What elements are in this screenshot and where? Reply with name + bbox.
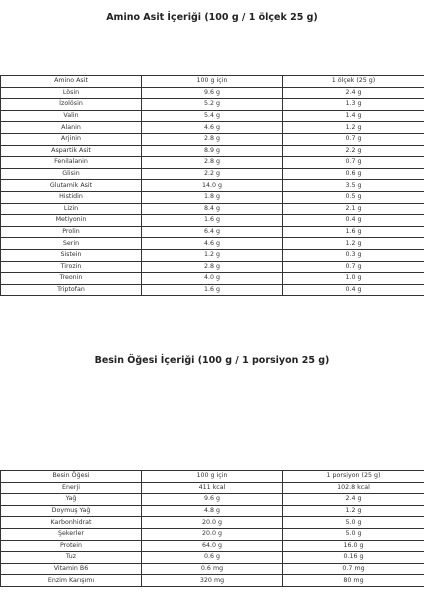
table-row <box>1 145 424 157</box>
table-cell: 1.6 g <box>142 215 283 227</box>
table-cell: 0.6 g <box>142 552 283 564</box>
table-cell: 1.2 g <box>283 505 424 517</box>
table-cell: 0.16 g <box>283 552 424 564</box>
table-cell: Valin <box>1 110 142 122</box>
table-cell: Glisin <box>1 168 142 180</box>
table-cell: Alanin <box>1 122 142 134</box>
table-row <box>1 575 424 587</box>
table-cell: 1.4 g <box>283 110 424 122</box>
table-cell: İzolösin <box>1 99 142 111</box>
table-cell: Aspartik Asit <box>1 145 142 157</box>
table-cell: 2.8 g <box>142 261 283 273</box>
table-cell: Sistein <box>1 249 142 261</box>
table-cell: 411 kcal <box>142 482 283 494</box>
table-row <box>1 540 424 552</box>
table-cell: 0.4 g <box>283 215 424 227</box>
table-row <box>1 226 424 238</box>
table-cell: 4.8 g <box>142 505 283 517</box>
table-cell: 9.6 g <box>142 87 283 99</box>
table-row <box>1 87 424 99</box>
table-cell: 0.7 g <box>283 261 424 273</box>
table-cell: Lösin <box>1 87 142 99</box>
column-header: 100 g için <box>142 471 283 483</box>
table-cell: 5.0 g <box>283 528 424 540</box>
table-cell: 1.2 g <box>283 122 424 134</box>
table-cell: 0.7 g <box>283 133 424 145</box>
nutrient-title: Besin Öğesi İçeriği (100 g / 1 porsiyon 25 g) <box>94 355 330 366</box>
table-cell: Triptofan <box>1 284 142 296</box>
table-row <box>1 505 424 517</box>
table-cell: 9.6 g <box>142 494 283 506</box>
table-cell: Enzim Karışımı <box>1 575 142 587</box>
table-row <box>1 249 424 261</box>
table-row <box>1 99 424 111</box>
table-cell: 1.6 g <box>142 284 283 296</box>
table-cell: Protein <box>1 540 142 552</box>
table-cell: Tuz <box>1 552 142 564</box>
table-cell: Enerji <box>1 482 142 494</box>
table-row <box>1 157 424 169</box>
table-header-row <box>1 76 424 88</box>
table-cell: 0.6 mg <box>142 563 283 575</box>
table-cell: 14.0 g <box>142 180 283 192</box>
table-cell: 4.6 g <box>142 122 283 134</box>
amino-acid-title: Amino Asit İçeriği (100 g / 1 ölçek 25 g) <box>106 12 318 23</box>
table-cell: 0.6 g <box>283 168 424 180</box>
table-row <box>1 273 424 285</box>
table-cell: 20.0 g <box>142 528 283 540</box>
table-cell: 2.4 g <box>283 87 424 99</box>
table-cell: 1.2 g <box>142 249 283 261</box>
table-row <box>1 238 424 250</box>
table-row <box>1 517 424 529</box>
table-cell: 1.8 g <box>142 191 283 203</box>
table-cell: 5.0 g <box>283 517 424 529</box>
table-cell: 6.4 g <box>142 226 283 238</box>
table-row <box>1 215 424 227</box>
table-cell: Lizin <box>1 203 142 215</box>
table-cell: 2.8 g <box>142 133 283 145</box>
table-row <box>1 122 424 134</box>
column-header: 1 porsiyon (25 g) <box>283 471 424 483</box>
table-cell: Şekerler <box>1 528 142 540</box>
table-row <box>1 110 424 122</box>
table-row <box>1 552 424 564</box>
table-cell: 320 mg <box>142 575 283 587</box>
table-row <box>1 168 424 180</box>
table-cell: Fenilalanin <box>1 157 142 169</box>
table-row <box>1 133 424 145</box>
table-row <box>1 528 424 540</box>
table-cell: 2.4 g <box>283 494 424 506</box>
table-cell: 5.4 g <box>142 110 283 122</box>
table-cell: Arjinin <box>1 133 142 145</box>
table-cell: 102.8 kcal <box>283 482 424 494</box>
table-cell: 0.7 g <box>283 157 424 169</box>
table-cell: 3.5 g <box>283 180 424 192</box>
table-cell: 0.5 g <box>283 191 424 203</box>
table-cell: 64.0 g <box>142 540 283 552</box>
table-row <box>1 563 424 575</box>
table-cell: 4.6 g <box>142 238 283 250</box>
table-cell: 0.4 g <box>283 284 424 296</box>
table-cell: 1.3 g <box>283 99 424 111</box>
table-cell: Serin <box>1 238 142 250</box>
table-cell: Treonin <box>1 273 142 285</box>
column-header: 1 ölçek (25 g) <box>283 76 424 88</box>
table-row <box>1 180 424 192</box>
table-cell: 2.2 g <box>142 168 283 180</box>
amino-acid-table-body <box>1 76 424 296</box>
table-header-row <box>1 471 424 483</box>
table-row <box>1 494 424 506</box>
table-cell: 2.8 g <box>142 157 283 169</box>
amino-acid-table <box>0 75 424 296</box>
table-cell: 80 mg <box>283 575 424 587</box>
column-header: Besin Öğesi <box>1 471 142 483</box>
table-cell: Prolin <box>1 226 142 238</box>
column-header: Amino Asit <box>1 76 142 88</box>
table-cell: 5.2 g <box>142 99 283 111</box>
table-cell: 1.0 g <box>283 273 424 285</box>
table-cell: 16.0 g <box>283 540 424 552</box>
table-row <box>1 191 424 203</box>
table-cell: 0.7 mg <box>283 563 424 575</box>
table-cell: 20.0 g <box>142 517 283 529</box>
table-cell: Yağ <box>1 494 142 506</box>
table-cell: Metiyonin <box>1 215 142 227</box>
table-cell: Histidin <box>1 191 142 203</box>
table-row <box>1 482 424 494</box>
nutrient-table-body <box>1 471 424 587</box>
table-cell: 2.2 g <box>283 145 424 157</box>
table-cell: Glutamik Asit <box>1 180 142 192</box>
table-row <box>1 203 424 215</box>
table-cell: 0.3 g <box>283 249 424 261</box>
table-row <box>1 284 424 296</box>
table-cell: Karbonhidrat <box>1 517 142 529</box>
table-cell: Doymuş Yağ <box>1 505 142 517</box>
table-cell: 8.4 g <box>142 203 283 215</box>
table-cell: Tirozin <box>1 261 142 273</box>
table-cell: 4.0 g <box>142 273 283 285</box>
table-row <box>1 261 424 273</box>
table-cell: 8.9 g <box>142 145 283 157</box>
column-header: 100 g için <box>142 76 283 88</box>
table-cell: 1.2 g <box>283 238 424 250</box>
nutrient-table <box>0 470 424 587</box>
table-cell: 1.6 g <box>283 226 424 238</box>
table-cell: 2.1 g <box>283 203 424 215</box>
table-cell: Vitamin B6 <box>1 563 142 575</box>
